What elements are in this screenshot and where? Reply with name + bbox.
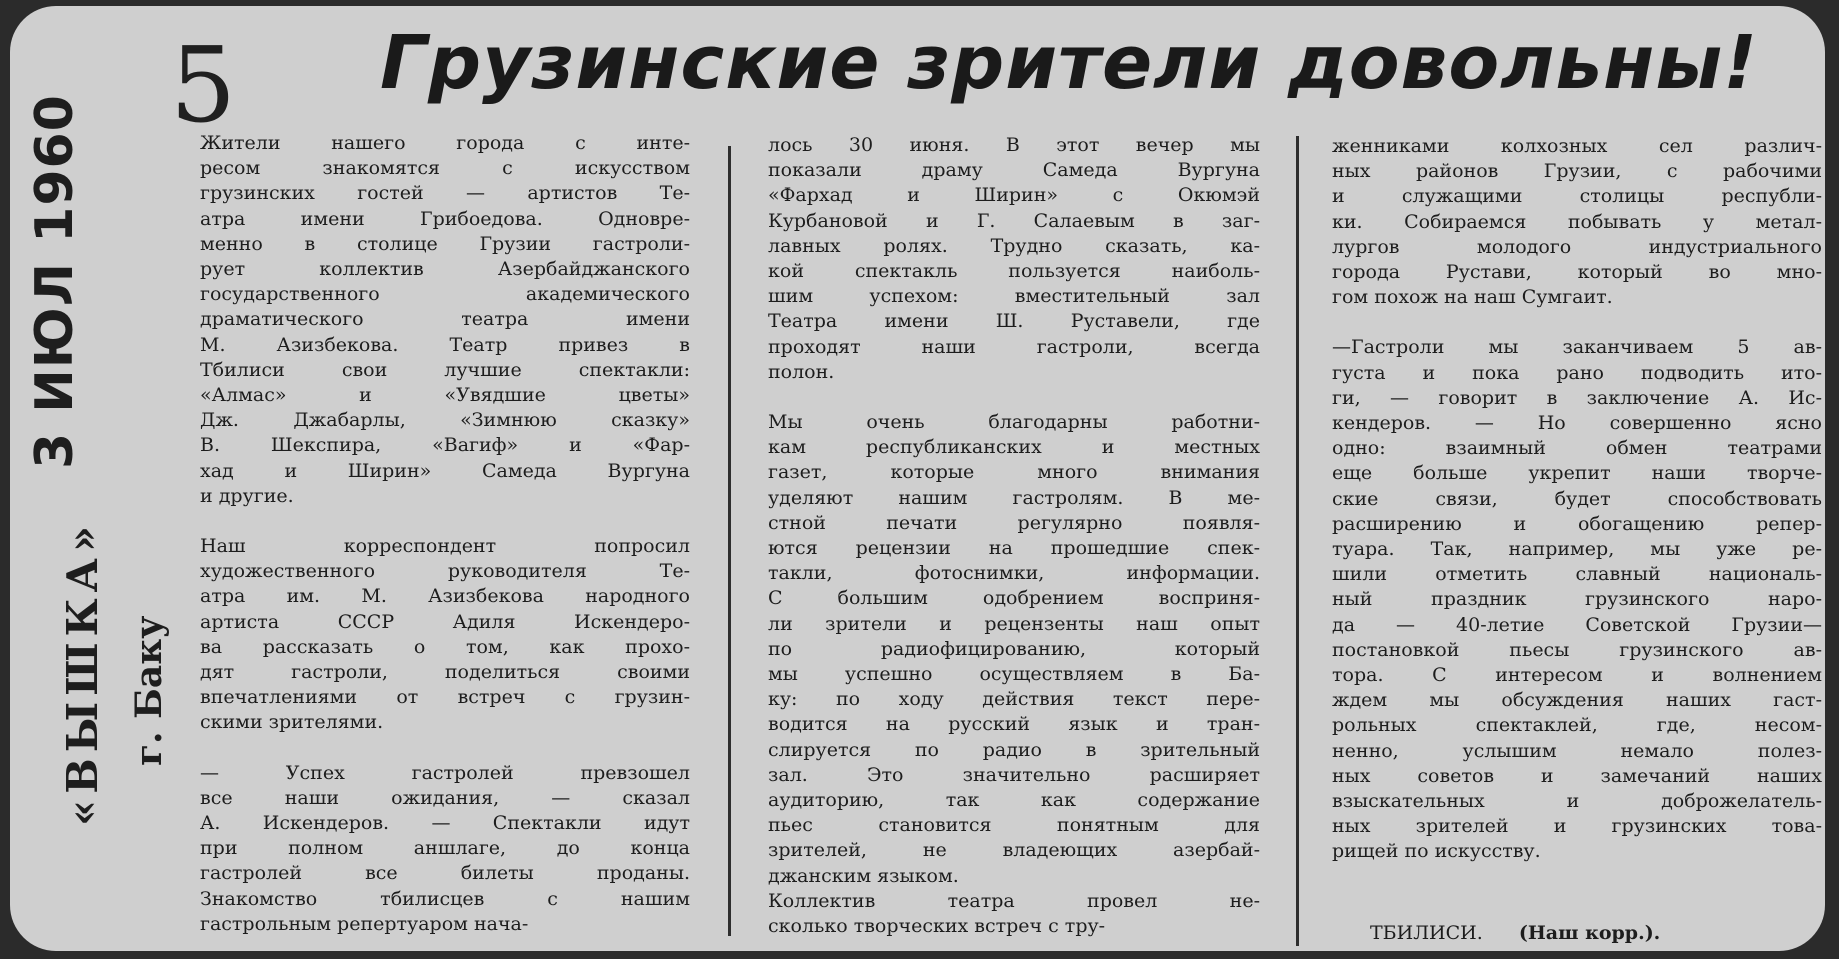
text-line: рольных спектаклей, где, несом- [1332,714,1822,737]
margin-city: г. Баку [128,615,170,766]
paragraph-gap [768,385,1260,410]
text-line: ли зрители и рецензенты наш опыт [768,612,1260,635]
text-line: ские связи, будет способствовать [1332,487,1822,510]
article-column-1 [200,131,690,937]
text-line: Коллектив театра провел не- [768,889,1260,912]
text-line: «Алмас» и «Увядшие цветы» [200,384,690,407]
text-line: слируется по радио в зрительный [768,738,1260,761]
text-line: Курбановой и Г. Салаевым в заг- [768,209,1260,232]
text-line: А. Искендеров. — Спектакли идут [200,812,690,835]
text-line: скими зрителями. [200,711,384,734]
text-line: да — 40-летие Советской Грузии— [1332,613,1822,636]
text-line: лургов молодого индустриального [1332,235,1822,258]
margin-newspaper-name: «ВЫШКА» [58,519,107,826]
paragraph-gap [1332,310,1822,335]
text-line: и служащими столицы республи- [1332,185,1822,208]
text-line: и другие. [200,484,294,507]
text-line: атра им. М. Азизбекова народного [200,585,690,608]
text-line: лось 30 июня. В этот вечер мы [768,134,1260,156]
text-line: еще больше укрепит наши творче- [1332,462,1822,485]
text-line: ный праздник грузинского наро- [1332,588,1822,611]
text-line: впечатлениями от встреч с грузин- [200,686,690,709]
headline: Грузинские зрители довольны! [380,20,1758,106]
text-line: лавных ролях. Трудно сказать, ка- [768,234,1260,257]
text-line: В. Шекспира, «Вагиф» и «Фар- [200,434,690,457]
text-line: Знакомство тбилисцев с нашим [200,887,690,910]
text-line: ждем мы обсуждения наших гаст- [1332,689,1822,712]
text-line: ных зрителей и грузинских това- [1332,815,1822,838]
text-line: кам республиканских и местных [768,436,1260,459]
text-line: ги, — говорит в заключение А. Ис- [1332,386,1822,409]
text-line: ных районов Грузии, с рабочими [1332,160,1822,183]
text-line: зрителей, не владеющих азербай- [768,839,1260,862]
text-line: гом похож на наш Сумгаит. [1332,286,1613,309]
text-line: полон. [768,360,835,383]
text-line: художественного руководителя Те- [200,560,690,583]
text-line: Дж. Джабарлы, «Зимнюю сказку» [200,409,690,432]
text-line: Жители нашего города с инте- [200,132,690,154]
text-line: джанским языком. [768,864,959,887]
text-line: менно в столице Грузии гастроли- [200,232,690,255]
text-line: хад и Ширин» Самеда Вургуна [200,459,690,482]
text-line: гастролей все билеты проданы. [200,862,690,885]
text-line: Наш корреспондент попросил [200,535,690,558]
text-line: грузинских гостей — артистов Те- [200,182,690,205]
text-line: —Гастроли мы заканчиваем 5 ав- [1332,336,1822,359]
text-line: густа и пока рано подводить ито- [1332,361,1822,384]
text-line: при полном аншлаге, до конца [200,837,690,860]
text-line: сколько творческих встреч с тру- [768,915,1106,938]
text-line: ки. Собираемся побывать у метал- [1332,210,1822,233]
text-line: стной печати регулярно появля- [768,511,1260,534]
text-line: женниками колхозных сел различ- [1332,135,1822,157]
text-line: ку: по ходу действия текст пере- [768,688,1260,711]
text-line: взыскательных и доброжелатель- [1332,790,1822,813]
text-line: тора. С интересом и волнением [1332,664,1822,687]
text-line: шили отметить славный националь- [1332,563,1822,586]
column-divider [1296,136,1299,946]
paragraph-gap [200,736,690,761]
text-line: мы успешно осуществляем в Ба- [768,663,1260,686]
text-line: показали драму Самеда Вургуна [768,159,1260,182]
text-line: дят гастроли, поделиться своими [200,661,690,684]
text-line: кендеров. — Но совершенно ясно [1332,412,1822,435]
text-line: расширению и обогащению репер- [1332,512,1822,535]
text-line: шим успехом: вместительный зал [768,285,1260,308]
text-line: одно: взаимный обмен театрами [1332,437,1822,460]
text-line: рищей по искусству. [1332,840,1541,863]
text-line: атра имени Грибоедова. Одновре- [200,207,690,230]
byline [1370,922,1660,944]
text-line: газет, которые много внимания [768,461,1260,484]
text-line: по радиофицированию, который [768,637,1260,660]
text-line: М. Азизбекова. Театр привез в [200,333,690,356]
article-column-2 [768,133,1260,939]
text-line: ются рецензии на прошедшие спек- [768,537,1260,560]
text-line: постановкой пьесы грузинского ав- [1332,638,1822,661]
text-line: города Рустави, который во мно- [1332,261,1822,284]
byline-source: (Наш корр.). [1518,922,1661,944]
text-line: ресом знакомятся с искусством [200,157,690,180]
text-line: пьес становится понятным для [768,814,1260,837]
text-line: зал. Это значительно расширяет [768,763,1260,786]
text-line: ва рассказать о том, как прохо- [200,635,690,658]
text-line: туара. Так, например, мы уже ре- [1332,538,1822,561]
text-line: аудиторию, так как содержание [768,789,1260,812]
text-line: такли, фотоснимки, информации. [768,562,1260,585]
text-line: проходят наши гастроли, всегда [768,335,1260,358]
byline-place: ТБИЛИСИ. [1370,922,1483,944]
article-column-3 [1332,134,1822,865]
text-line: гастрольным репертуаром нача- [200,912,529,935]
paragraph-gap [200,509,690,534]
text-line: государственного академического [200,283,690,306]
margin-date-stamp: 3 ИЮЛ 1960 [25,94,85,469]
text-line: рует коллектив Азербайджанского [200,258,690,281]
handwritten-number: 5 [170,24,237,146]
text-line: «Фархад и Ширин» с Окюмэй [768,184,1260,207]
text-line: Тбилиси свои лучшие спектакли: [200,358,690,381]
text-line: водится на русский язык и тран- [768,713,1260,736]
text-line: все наши ожидания, — сказал [200,786,690,809]
text-line: ных советов и замечаний наших [1332,764,1822,787]
text-line: С большим одобрением восприня- [768,587,1260,610]
text-line: Театра имени Ш. Руставели, где [768,310,1260,333]
text-line: Мы очень благодарны работни- [768,411,1260,434]
text-line: ненно, услышим немало полез- [1332,739,1822,762]
newspaper-clipping [10,6,1825,951]
text-line: артиста СССР Адиля Искендеро- [200,610,690,633]
column-divider [728,146,731,936]
text-line: уделяют нашим гастролям. В ме- [768,486,1260,509]
text-line: драматического театра имени [200,308,690,331]
text-line: — Успех гастролей превзошел [200,761,690,784]
text-line: кой спектакль пользуется наиболь- [768,260,1260,283]
